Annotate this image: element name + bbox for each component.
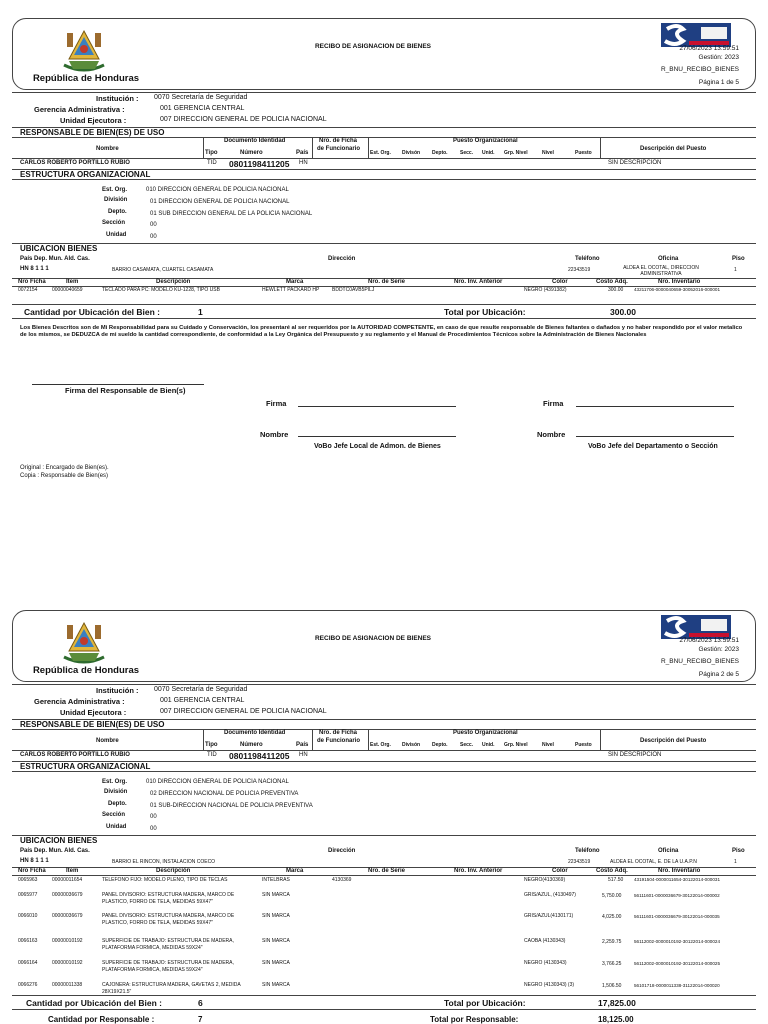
legal-text: Los Bienes Descritos son de Mi Responsabilidad para su Cuidado y Conservación, los presentaré al ser requeridos por la AUTORIDAD COMPETENTE, en caso de que resulte responsable de Bienes faltantes o dañados y no haber respondido por el valor metalico de los mismos, se DEDUZCA de mi sueldo la cantidad correspondiente, de conformidad a la Ley Orgánica del Presupuesto y su reglamento y el Manual de Procedimientos Técnicos sobre la Administración de Bienes Nacionales (20, 325, 743, 338)
col-tipo: Tipo (205, 150, 218, 156)
col-costo: Costo Adq. (596, 279, 628, 285)
estructura-seccion-label: Sección (102, 220, 126, 226)
location-codes: HN 8 1 1 1 (20, 858, 49, 864)
col-nombre: Nombre (96, 146, 119, 152)
unidad-ejecutora-label: Unidad Ejecutora : (60, 708, 127, 717)
item-inventario: 56112002-0000010192-30122014-000024 (634, 939, 721, 944)
unidad-ejecutora-value: 007 DIRECCION GENERAL DE POLICIA NACIONAL (160, 708, 327, 715)
gerencia-value: 001 GERENCIA CENTRAL (160, 105, 245, 112)
item-code: 00000011338 (52, 982, 83, 988)
gerencia-label: Gerencia Administrativa : (34, 697, 125, 706)
item-marca: SIN MARCA (262, 892, 290, 898)
responsable-pais: HN (299, 752, 308, 758)
estructura-est-org-label: Est. Org. (102, 779, 128, 785)
total-ubicacion-value: 17,825.00 (598, 998, 636, 1008)
unidad-ejecutora-label: Unidad Ejecutora : (60, 116, 127, 125)
cantidad-ubicacion-value: 6 (198, 998, 203, 1008)
firma-label-local: Firma (266, 399, 287, 408)
col-nivel: Nivel (542, 150, 554, 156)
responsable-section-title: RESPONSABLE DE BIEN(ES) DE USO (20, 128, 165, 137)
col-puesto-org: Puesto Organizacional (453, 730, 518, 736)
col-nro-serie: Nro. de Serie (368, 868, 406, 874)
report-header (12, 610, 756, 682)
estructura-seccion-value: 00 (150, 814, 157, 820)
estructura-division-value: 02 DIRECCION NACIONAL DE POLICIA PREVENTIVA (150, 791, 299, 797)
col-telefono: Teléfono (575, 848, 600, 854)
col-marca: Marca (286, 279, 304, 285)
col-direccion: Dirección (328, 256, 356, 262)
col-piso: Piso (732, 256, 745, 262)
institucion-label: Institución : (96, 686, 139, 695)
col-numero: Número (240, 150, 263, 156)
estructura-section-title: ESTRUCTURA ORGANIZACIONAL (20, 170, 151, 179)
loc-cols-header: País Dep. Mun. Ald. Cas. (20, 848, 90, 854)
estructura-seccion-value: 00 (150, 222, 157, 228)
col-nro-ficha: Nro. de Ficha (319, 730, 358, 736)
report-code: R_BNU_RECIBO_BIENES (660, 658, 739, 665)
siafi-logo-icon (661, 23, 731, 47)
estructura-unidad-value: 00 (150, 234, 157, 240)
cantidad-responsable-label: Cantidad por Responsable : (48, 1015, 155, 1024)
gerencia-label: Gerencia Administrativa : (34, 105, 125, 114)
item-inventario: 56111601-0000036679-30122014-000002 (634, 893, 720, 898)
institucion-value: 0070 Secretaría de Seguridad (154, 94, 248, 101)
report-title: RECIBO DE ASIGNACION DE BIENES (314, 635, 432, 642)
item-ficha: 0066163 (18, 938, 38, 944)
col-puesto: Puesto (575, 742, 592, 748)
item-marca: HEWLETT PACKARD HP (262, 287, 320, 293)
cantidad-ubicacion-label: Cantidad por Ubicación del Bien : (26, 998, 163, 1008)
location-codes: HN 8 1 1 1 (20, 266, 49, 272)
unidad-ejecutora-value: 007 DIRECCION GENERAL DE POLICIA NACIONAL (160, 116, 327, 123)
item-marca: INTELBRAS (262, 877, 290, 883)
item-marca: SIN MARCA (262, 982, 290, 988)
vobo-local-label: VoBo Jefe Local de Admon. de Bienes (314, 443, 441, 450)
vobo-depto-label: VoBo Jefe del Departamento o Sección (588, 443, 718, 450)
col-item: Item (66, 868, 79, 874)
col-pais: País (296, 150, 309, 156)
estructura-seccion-label: Sección (102, 812, 126, 818)
item-costo: 1,506.50 (602, 983, 622, 989)
col-est-org: Est. Org. (370, 150, 391, 156)
col-color: Color (552, 279, 568, 285)
copia-note: Copia : Responsable de Bien(es) (20, 473, 109, 479)
item-code: 00000010192 (52, 960, 83, 966)
col-item: Item (66, 279, 79, 285)
report-page-1 (12, 18, 756, 488)
location-direccion: BARRIO CASAMATA, CUARTEL CASAMATA (112, 267, 214, 273)
item-ficha: 0072154 (18, 287, 38, 293)
item-color: CAOBA (4130343) (524, 938, 566, 944)
item-inventario: 43191504-0000011654-30122014-000031 (634, 877, 721, 882)
location-direccion: BARRIO EL RINCON, INSTALACION COECO (112, 859, 216, 865)
item-marca: SIN MARCA (262, 960, 290, 966)
total-ubicacion-label: Total por Ubicación: (444, 307, 526, 317)
col-pais: País (296, 742, 309, 748)
country-name: República de Honduras (32, 73, 140, 84)
col-desc-puesto: Descripción del Puesto (640, 738, 707, 744)
cantidad-responsable-value: 7 (198, 1015, 203, 1024)
col-direccion: Dirección (328, 848, 356, 854)
estructura-unidad-label: Unidad (106, 232, 127, 238)
item-inventario: 56111601-0000036679-30122014-000035 (634, 914, 720, 919)
item-marca: SIN MARCA (262, 913, 290, 919)
responsable-section-title: RESPONSABLE DE BIEN(ES) DE USO (20, 720, 165, 729)
item-descripcion: CAJONERA: ESTRUCTURA MADERA, GAVETAS 2, MEDIDA 28X19X21.5" (102, 982, 241, 995)
estructura-depto-value: 01 SUB DIRECCION GENERAL DE LA POLICIA NACIONAL (150, 211, 313, 217)
institucion-value: 0070 Secretaría de Seguridad (154, 686, 248, 693)
item-ficha: 0065963 (18, 877, 38, 883)
item-color: GRIS/AZUL, (4130497) (524, 892, 576, 898)
estructura-est-org-value: 010 DIRECCION GENERAL DE POLICIA NACIONAL (146, 187, 289, 193)
item-ficha: 0066164 (18, 960, 38, 966)
responsable-nombre: CARLOS ROBERTO PORTILLO RUBIO (20, 160, 130, 166)
col-est-org: Est. Org. (370, 742, 391, 748)
responsable-desc-puesto: SIN DESCRIPCION (608, 160, 662, 166)
item-marca: SIN MARCA (262, 938, 290, 944)
location-piso: 1 (734, 267, 737, 273)
report-title: RECIBO DE ASIGNACION DE BIENES (314, 43, 432, 50)
firma-responsable-label: Firma del Responsable de Bien(s) (65, 386, 186, 395)
report-header (12, 18, 756, 90)
col-costo: Costo Adq. (596, 868, 628, 874)
report-page-2 (12, 610, 756, 1024)
location-oficina: ALDEA EL OCOTAL, E. DE LA U.A.P.N (610, 859, 697, 865)
col-tipo: Tipo (205, 742, 218, 748)
item-inventario: 43211706-0000040659-30052016-000001 (634, 287, 721, 292)
item-ficha: 0065977 (18, 892, 38, 898)
cantidad-ubicacion-value: 1 (198, 307, 203, 317)
col-nro-serie: Nro. de Serie (368, 279, 406, 285)
item-descripcion: SUPERFICIE DE TRABAJO: ESTRUCTURA DE MADERA, PLATAFORMA FORMICA, MEDIDAS 59X24" (102, 960, 234, 973)
col-depto: Depto. (432, 150, 448, 156)
total-ubicacion-label: Total por Ubicación: (444, 998, 526, 1008)
item-code: 00000011654 (52, 877, 83, 883)
col-grp: Grp. Nivel (504, 150, 528, 156)
item-descripcion: TECLADO PARA PC: MODELO KU-1228, TIPO USB (102, 287, 220, 293)
item-color: NEGRO (4391382) (524, 287, 567, 293)
report-gestion: Gestión: 2023 (698, 646, 739, 653)
item-code: 00000036679 (52, 892, 83, 898)
responsable-pais: HN (299, 160, 308, 166)
col-secc: Secc. (460, 742, 474, 748)
col-numero: Número (240, 742, 263, 748)
col-nro-ficha: Nro. de Ficha (319, 138, 358, 144)
nombre-label-local: Nombre (260, 430, 289, 439)
honduras-coat-of-arms-icon (59, 617, 109, 667)
original-note: Original : Encargado de Bien(es). (20, 465, 109, 471)
col-desc-puesto: Descripción del Puesto (640, 146, 707, 152)
estructura-depto-label: Depto. (108, 209, 127, 215)
col-unid: Unid. (482, 742, 495, 748)
firma-label-depto: Firma (543, 399, 564, 408)
location-telefono: 22343519 (568, 859, 591, 865)
col-nro-inventario: Nro. Inventario (658, 279, 701, 285)
item-code: 00000036679 (52, 913, 83, 919)
item-costo: 517.50 (608, 877, 624, 883)
nombre-label-depto: Nombre (537, 430, 566, 439)
item-color: NEGRO (4130343) (524, 960, 567, 966)
ubicacion-section-title: UBICACION BIENES (20, 244, 98, 253)
item-color: GRIS/AZUL(4130171) (524, 913, 574, 919)
col-nro-ficha-item: Nro Ficha (18, 868, 46, 874)
col-descripcion: Descripción (156, 279, 191, 285)
item-costo: 5,750.00 (602, 893, 622, 899)
ubicacion-section-title: UBICACION BIENES (20, 836, 98, 845)
col-nro-inv-anterior: Nro. Inv. Anterior (454, 279, 503, 285)
item-serie: 4130369 (332, 877, 352, 883)
col-telefono: Teléfono (575, 256, 600, 262)
col-doc-identidad: Documento Identidad (224, 138, 286, 144)
gerencia-value: 001 GERENCIA CENTRAL (160, 697, 245, 704)
honduras-coat-of-arms-icon (59, 25, 109, 75)
item-serie: BDDTC0AVB5PILJ (332, 287, 375, 293)
col-puesto-org: Puesto Organizacional (453, 138, 518, 144)
page-number: Página 2 de 5 (698, 671, 739, 678)
item-costo: 300.00 (608, 287, 624, 293)
col-nro-ficha-item: Nro Ficha (18, 279, 46, 285)
total-responsable-value: 18,125.00 (598, 1015, 634, 1024)
col-doc-identidad: Documento Identidad (224, 730, 286, 736)
responsable-numero: 0801198411205 (229, 751, 290, 761)
item-descripcion: SUPERFICIE DE TRABAJO: ESTRUCTURA DE MADERA, PLATAFORMA FORMICA, MEDIDAS 59X24" (102, 938, 234, 951)
location-telefono: 22343519 (568, 267, 591, 273)
responsable-numero: 0801198411205 (229, 159, 290, 169)
col-nro-inventario: Nro. Inventario (658, 868, 701, 874)
total-responsable-label: Total por Responsable: (430, 1015, 519, 1024)
estructura-unidad-value: 00 (150, 826, 157, 832)
col-descripcion: Descripción (156, 868, 191, 874)
institucion-label: Institución : (96, 94, 139, 103)
cantidad-ubicacion-label: Cantidad por Ubicación del Bien : (24, 307, 161, 317)
col-unid: Unid. (482, 150, 495, 156)
col-grp: Grp. Nivel (504, 742, 528, 748)
item-descripcion: TELEFONO FIJO: MODELO PLENO, TIPO DE TECLAS (102, 877, 228, 883)
estructura-depto-label: Depto. (108, 801, 127, 807)
responsable-desc-puesto: SIN DESCRIPCION (608, 752, 662, 758)
col-de-funcionario: de Funcionario (317, 146, 361, 152)
loc-cols-header: País Dep. Mun. Ald. Cas. (20, 256, 90, 262)
item-descripcion: PANEL DIVISORIO: ESTRUCTURA MADERA, MARCO DE PLASTICO, FORRO DE TELA, MEDIDAS 59X47" (102, 913, 235, 926)
col-marca: Marca (286, 868, 304, 874)
item-inventario: 56101718-0000011338-31122014-000020 (634, 983, 720, 988)
report-gestion: Gestión: 2023 (698, 54, 739, 61)
report-datetime: 27/06/2023 13:59:51 (679, 637, 739, 644)
col-division: Divisón (402, 742, 421, 748)
location-oficina: ALDEA EL OCOTAL, DIRECCION ADMINISTRATIVA (623, 265, 699, 277)
estructura-est-org-label: Est. Org. (102, 187, 128, 193)
siafi-logo-icon (661, 615, 731, 639)
item-costo: 3,766.25 (602, 961, 622, 967)
item-costo: 2,259.75 (602, 939, 622, 945)
item-descripcion: PANEL DIVISORIO: ESTRUCTURA MADERA, MARCO DE PLASTICO, FORRO DE TELA, MEDIDAS 59X47" (102, 892, 235, 905)
item-color: NEGRO (4130343) (3) (524, 982, 575, 988)
col-nombre: Nombre (96, 738, 119, 744)
col-de-funcionario: de Funcionario (317, 738, 361, 744)
report-datetime: 27/06/2023 13:59:51 (679, 45, 739, 52)
item-ficha: 0066010 (18, 913, 38, 919)
item-code: 00000010192 (52, 938, 83, 944)
item-inventario: 56112002-0000010192-30122014-000025 (634, 961, 721, 966)
estructura-division-label: División (104, 197, 128, 203)
responsable-tipo: TID (207, 752, 217, 758)
estructura-division-value: 01 DIRECCION GENERAL DE POLICIA NACIONAL (150, 199, 290, 205)
report-code: R_BNU_RECIBO_BIENES (660, 66, 739, 73)
col-secc: Secc. (460, 150, 474, 156)
estructura-unidad-label: Unidad (106, 824, 127, 830)
col-piso: Piso (732, 848, 745, 854)
responsable-nombre: CARLOS ROBERTO PORTILLO RUBIO (20, 752, 130, 758)
total-ubicacion-value: 300.00 (610, 307, 636, 317)
country-name: República de Honduras (32, 665, 140, 676)
col-nivel: Nivel (542, 742, 554, 748)
col-oficina: Oficina (658, 256, 679, 262)
col-puesto: Puesto (575, 150, 592, 156)
item-code: 00000040659 (52, 287, 83, 293)
estructura-depto-value: 01 SUB-DIRECCION NACIONAL DE POLICIA PREVENTIVA (150, 803, 313, 809)
col-depto: Depto. (432, 742, 448, 748)
estructura-division-label: División (104, 789, 128, 795)
item-color: NEGRO(4130369) (524, 877, 566, 883)
item-ficha: 0066276 (18, 982, 38, 988)
responsable-tipo: TID (207, 160, 217, 166)
col-oficina: Oficina (658, 848, 679, 854)
page-number: Página 1 de 5 (698, 79, 739, 86)
location-piso: 1 (734, 859, 737, 865)
estructura-section-title: ESTRUCTURA ORGANIZACIONAL (20, 762, 151, 771)
col-nro-inv-anterior: Nro. Inv. Anterior (454, 868, 503, 874)
item-costo: 4,025.00 (602, 914, 622, 920)
col-division: Divisón (402, 150, 421, 156)
col-color: Color (552, 868, 568, 874)
estructura-est-org-value: 010 DIRECCION GENERAL DE POLICIA NACIONAL (146, 779, 289, 785)
